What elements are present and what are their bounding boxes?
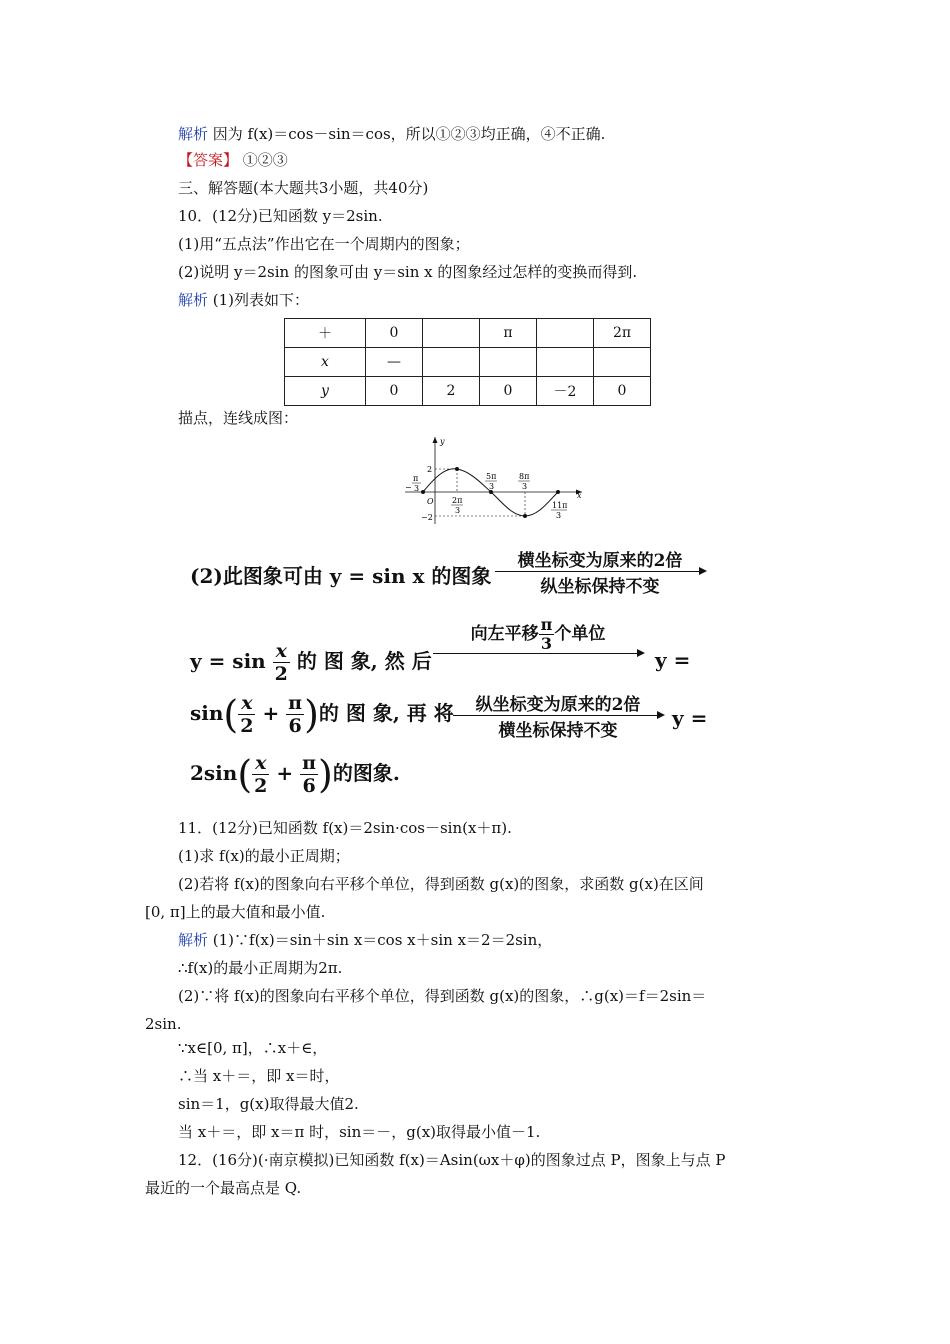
plus-sign: + — [262, 701, 280, 725]
solution-label: 解析 — [178, 931, 209, 949]
arrow-bottom-label: 纵坐标保持不变 — [540, 577, 660, 597]
expr-post: 的图象. — [332, 761, 400, 785]
right-paren: ) — [304, 692, 319, 737]
tick-2pi3-den: 3 — [455, 506, 461, 515]
expr-pre: 2sin — [190, 761, 238, 785]
solution-11-line: sin＝1，g(x)取得最大值2. — [178, 1095, 359, 1113]
plot-point — [556, 490, 560, 494]
frac-num: x — [273, 640, 290, 663]
frac-den: 2 — [274, 663, 288, 685]
solution-line-9 — [178, 124, 605, 144]
frac-num: π — [540, 615, 553, 634]
tick-8pi3-den: 3 — [522, 482, 528, 491]
answer-text: ①②③ — [238, 151, 288, 169]
question-12: 12．(16分)(·南京模拟)已知函数 f(x)＝Asin(ωx＋φ)的图象过点 P，图象上与点 P — [178, 1151, 726, 1169]
solution-label: 解析 — [178, 291, 209, 309]
table-cell: 0 — [366, 319, 423, 348]
tick-neg-pi3-num: π — [413, 474, 419, 483]
sine-graph — [400, 434, 590, 526]
arrow-top-pre: 向左平移 — [470, 624, 539, 644]
table-cell: ＋ — [285, 319, 366, 348]
arrow-line — [495, 571, 705, 572]
frac-num: x — [238, 692, 255, 715]
table-cell: 0 — [366, 377, 423, 406]
transform-line-2 — [190, 640, 432, 685]
arrow-top-label: 横坐标变为原来的2倍 — [517, 551, 683, 571]
question-10-part2: (2)说明 y＝2sin 的图象可由 y＝sin x 的图象经过怎样的变换而得到. — [178, 263, 638, 281]
solution-11-line: ∴当 x＋＝，即 x＝时， — [178, 1067, 340, 1085]
table-cell: — — [366, 348, 423, 377]
transform-arrow-1 — [495, 546, 705, 597]
question-11: 11．(12分)已知函数 f(x)＝2sin·cos－sin(x＋π). — [178, 819, 512, 837]
arrow-top-post: 个单位 — [554, 624, 606, 644]
frac-num: x — [252, 752, 269, 775]
solution-11-line: (2)∵将 f(x)的图象向右平移个单位，得到函数 g(x)的图象，∴g(x)＝f＝2sin＝ — [178, 987, 707, 1005]
plot-point — [455, 467, 459, 471]
expr-post: 的 图 象, 再 将 — [318, 701, 454, 725]
table-row — [285, 319, 651, 348]
question-12-cont: 最近的一个最高点是 Q. — [145, 1179, 302, 1197]
fraction — [238, 692, 255, 737]
fraction — [252, 752, 269, 797]
solution-11-line: 当 x＋＝，即 x＝π 时，sin＝－，g(x)取得最小值－1. — [178, 1123, 541, 1141]
answer-label: 【答案】 — [178, 151, 239, 169]
solution-text: (1)列表如下： — [208, 291, 310, 309]
answer-line — [178, 150, 288, 170]
tick-2pi3-num: 2π — [452, 496, 463, 505]
question-11-part1: (1)求 f(x)的最小正周期； — [178, 847, 350, 865]
table-cell: 2π — [594, 319, 651, 348]
solution-text: 因为 f(x)＝cos－sin＝cos，所以①②③均正确，④不正确. — [208, 125, 606, 143]
table-cell — [480, 348, 537, 377]
plot-instruction: 描点，连线成图： — [178, 409, 299, 427]
right-paren: ) — [318, 752, 333, 797]
y-tick-neg2: −2 — [421, 513, 433, 522]
question-11-part2: (2)若将 f(x)的图象向右平移个单位，得到函数 g(x)的图象，求函数 g(x)在区间 — [178, 875, 704, 893]
fraction — [300, 752, 318, 797]
solution-10-line — [178, 290, 309, 310]
table-cell: 0 — [480, 377, 537, 406]
tick-5pi3-den: 3 — [489, 482, 495, 491]
table-cell — [537, 348, 594, 377]
table-cell — [423, 348, 480, 377]
fraction — [273, 640, 290, 685]
transform-line-1: (2)此图象可由 y = sin x 的图象 — [190, 564, 492, 588]
tick-11pi3-num: 11π — [552, 501, 568, 510]
table-cell: π — [480, 319, 537, 348]
question-11-part2-cont: [0, π]上的最大值和最小值. — [145, 903, 326, 921]
frac-num: π — [302, 752, 317, 774]
expr-post: 的 图 象, 然 后 — [296, 649, 432, 673]
solution-11-line — [178, 930, 552, 950]
plus-sign: + — [276, 761, 294, 785]
frac-den: 6 — [288, 715, 302, 737]
expr-pre: y = sin — [190, 649, 266, 673]
values-table — [284, 318, 651, 406]
neg-sign: − — [405, 483, 412, 492]
transform-line-3 — [190, 692, 454, 737]
frac-den: 2 — [240, 715, 254, 737]
origin-label: O — [427, 497, 434, 506]
table-cell — [594, 348, 651, 377]
transform-arrow-2 — [433, 616, 643, 654]
table-cell: y — [285, 377, 366, 406]
frac-den: 2 — [254, 775, 268, 797]
arrow-line — [453, 715, 663, 716]
plot-point — [523, 514, 527, 518]
x-axis-label: x — [577, 491, 582, 500]
fraction — [286, 692, 304, 737]
table-cell — [537, 319, 594, 348]
tick-5pi3-num: 5π — [486, 472, 497, 481]
table-cell — [423, 319, 480, 348]
question-10: 10．(12分)已知函数 y＝2sin. — [178, 207, 383, 225]
arrow-top-label — [433, 616, 643, 653]
frac-den: 3 — [540, 634, 553, 653]
table-cell: x — [285, 348, 366, 377]
frac-num: π — [288, 692, 303, 714]
table-row — [285, 348, 651, 377]
tick-11pi3-den: 3 — [556, 511, 562, 520]
y-axis-arrow — [433, 437, 438, 443]
table-cell: 2 — [423, 377, 480, 406]
plot-point — [421, 490, 425, 494]
y-tick-2: 2 — [427, 465, 433, 474]
tick-neg-pi3-den: 3 — [414, 484, 420, 493]
expr-pre: sin — [190, 701, 224, 725]
arrow-line — [433, 653, 643, 654]
arrow-top-label: 纵坐标变为原来的2倍 — [475, 695, 641, 715]
left-paren: ( — [237, 752, 253, 797]
table-row — [285, 377, 651, 406]
table-cell: 0 — [594, 377, 651, 406]
table-cell: －2 — [537, 377, 594, 406]
solution-text: (1)∵f(x)＝sin＋sin x＝cos x＋sin x＝2＝2sin， — [208, 931, 553, 949]
y-axis-label: y — [440, 437, 445, 446]
tick-8pi3-num: 8π — [519, 472, 530, 481]
transform-arrow-3 — [453, 690, 663, 741]
arrow-bottom-label: 横坐标保持不变 — [498, 721, 618, 741]
left-paren: ( — [223, 692, 239, 737]
solution-11-line: 2sin. — [145, 1015, 182, 1033]
expr-end: y = — [655, 648, 691, 672]
frac-den: 6 — [302, 775, 316, 797]
solution-11-line: ∴f(x)的最小正周期为2π. — [178, 959, 343, 977]
transform-line-4 — [190, 752, 400, 797]
solution-11-line: ∵x∈[0, π]，∴x＋∈， — [178, 1039, 328, 1057]
question-10-part1: (1)用“五点法”作出它在一个周期内的图象； — [178, 235, 470, 253]
fraction — [539, 616, 555, 653]
section-heading: 三、解答题(本大题共3小题，共40分) — [178, 179, 429, 197]
solution-label: 解析 — [178, 125, 209, 143]
expr-end: y = — [672, 706, 708, 730]
